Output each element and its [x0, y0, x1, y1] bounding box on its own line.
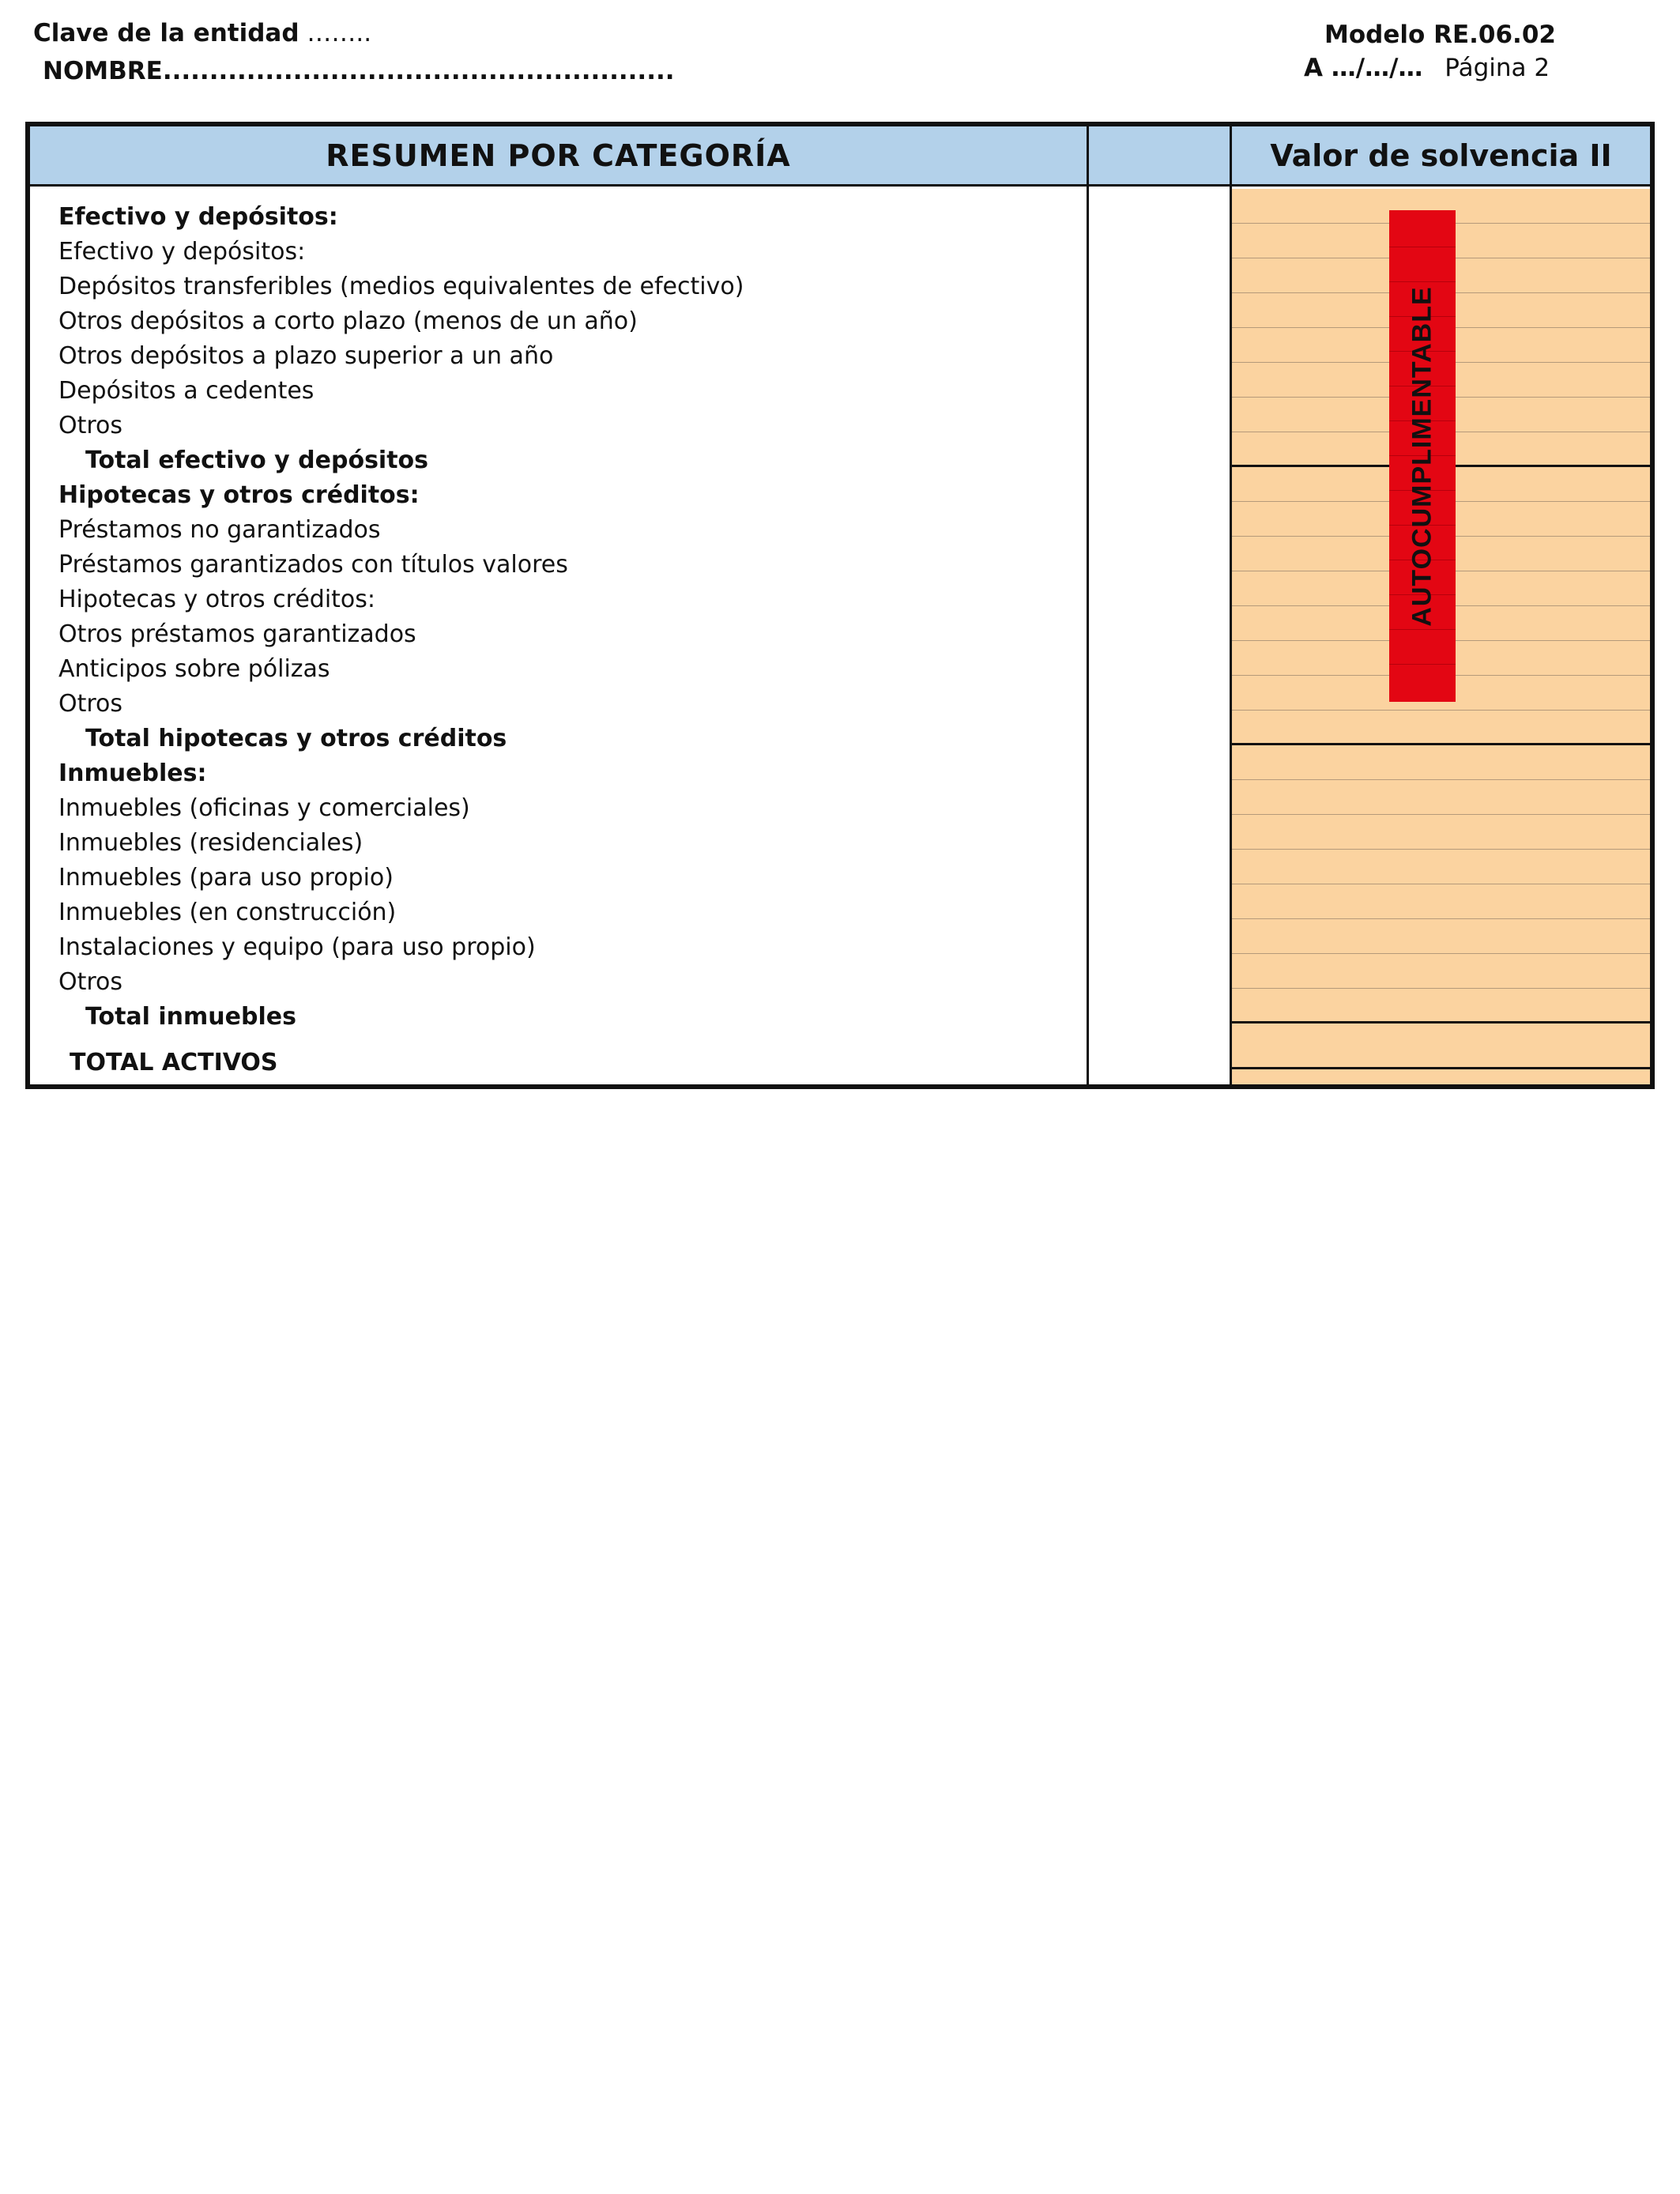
autocomplete-label: AUTOCUMPLIMENTABLE	[1407, 285, 1437, 627]
row-label-item: Otros	[58, 690, 123, 718]
row-label-item: Préstamos garantizados con títulos valores	[58, 551, 568, 579]
row-label-item: Otros	[58, 968, 123, 996]
row-label-item: Depósitos a cedentes	[58, 377, 315, 405]
row-label-item: Inmuebles (residenciales)	[58, 829, 363, 857]
row-label-item: Inmuebles (para uso propio)	[58, 864, 394, 892]
value-cell[interactable]	[1232, 850, 1650, 884]
date-page-line	[1304, 54, 1550, 82]
row-label-total: Total inmuebles	[85, 1003, 296, 1031]
row-label-item: Depósitos transferibles (medios equivalentes de efectivo)	[58, 273, 744, 300]
row-label-heading: Inmuebles:	[58, 760, 207, 787]
row-label-total: Total efectivo y depósitos	[85, 447, 429, 474]
entity-code	[33, 19, 371, 47]
row-label-item: Otros depósitos a plazo superior a un año	[58, 342, 554, 370]
autocomplete-marker	[1389, 210, 1456, 702]
row-label-item: Préstamos no garantizados	[58, 516, 381, 544]
value-cell[interactable]	[1232, 745, 1650, 780]
row-label-item: Hipotecas y otros créditos:	[58, 586, 376, 613]
row-label-item: Anticipos sobre pólizas	[58, 655, 330, 683]
row-label-item: Inmuebles (en construcción)	[58, 899, 397, 926]
value-cell[interactable]	[1232, 954, 1650, 989]
value-cell[interactable]	[1232, 1023, 1650, 1069]
date-field[interactable]: A …/…/…	[1304, 54, 1423, 82]
category-labels	[30, 189, 1087, 1084]
entity-code-label: Clave de la entidad	[33, 19, 299, 47]
column-divider	[1087, 126, 1089, 1084]
row-label-item: Otros préstamos garantizados	[58, 620, 416, 648]
row-label-grand: TOTAL ACTIVOS	[70, 1049, 278, 1076]
row-label-item: Efectivo y depósitos:	[58, 238, 306, 266]
row-label-total: Total hipotecas y otros créditos	[85, 725, 507, 752]
value-cell[interactable]	[1232, 711, 1650, 745]
row-label-item: Inmuebles (oficinas y comerciales)	[58, 794, 470, 822]
value-cell[interactable]	[1232, 780, 1650, 815]
page-number: Página 2	[1445, 54, 1550, 82]
entity-name-field[interactable]: NOMBRE.......................................................	[43, 57, 675, 85]
entity-code-value[interactable]: ……..	[307, 19, 372, 47]
column-header-value: Valor de solvencia II	[1232, 126, 1650, 187]
row-label-item: Instalaciones y equipo (para uso propio)	[58, 933, 536, 961]
marker-segment-line	[1389, 281, 1456, 282]
marker-segment-line	[1389, 629, 1456, 630]
value-cell[interactable]	[1232, 884, 1650, 919]
marker-segment-line	[1389, 664, 1456, 665]
row-label-heading: Hipotecas y otros créditos:	[58, 481, 420, 509]
row-label-item: Otros	[58, 412, 123, 439]
column-header-middle	[1089, 126, 1230, 187]
model-code: Modelo RE.06.02	[1324, 21, 1556, 49]
value-cell[interactable]	[1232, 919, 1650, 954]
value-cell[interactable]	[1232, 989, 1650, 1023]
column-header-category: RESUMEN POR CATEGORÍA	[30, 126, 1087, 187]
value-cell[interactable]	[1232, 815, 1650, 850]
row-label-item: Otros depósitos a corto plazo (menos de un año)	[58, 307, 638, 335]
row-label-heading: Efectivo y depósitos:	[58, 203, 338, 231]
